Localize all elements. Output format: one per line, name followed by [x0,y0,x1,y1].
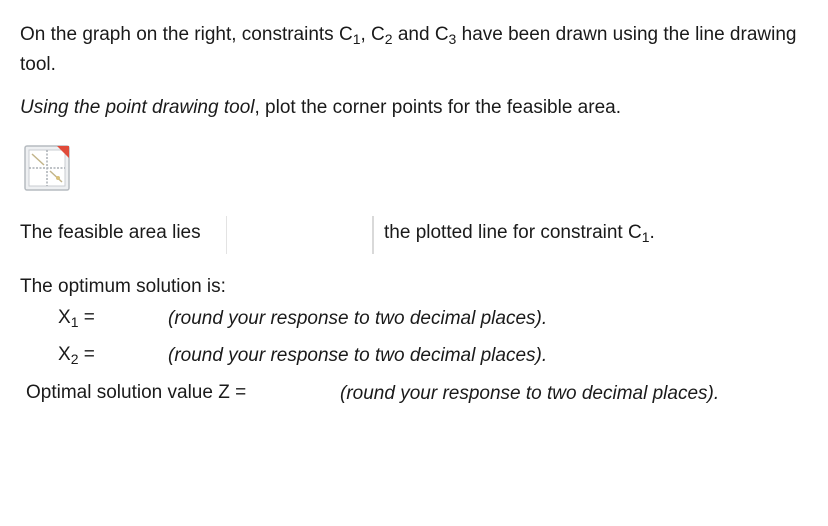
intro-text-1: On the graph on the right, constraints C [20,24,353,45]
intro-text-3: and C [392,24,449,45]
feasible-area-tail [384,222,655,244]
instruction-rest: , plot the corner points for the feasible area. [254,97,621,118]
graph-tool-icon-svg [24,145,70,191]
x1-label [58,307,95,329]
z-label: Optimal solution value Z = [26,382,247,403]
x1-sub: 1 [70,314,79,330]
x2-equals: = [78,344,95,365]
x2-answer-input[interactable] [112,341,170,369]
feasible-tail-text: the plotted line for constraint C [384,222,642,243]
x1-var: X [58,307,71,328]
intro-sub-1: 1 [352,31,361,47]
x2-var: X [58,344,71,365]
question-intro [20,20,810,80]
optimum-heading: The optimum solution is: [20,276,226,297]
intro-text-2: , C [360,24,385,45]
x2-label [58,344,95,366]
intro-sub-3: 3 [448,31,457,47]
x2-rounding-hint: (round your response to two decimal places). [168,345,548,366]
feasible-area-label: The feasible area lies [20,222,201,243]
graph-tool-icon[interactable] [24,145,70,191]
feasible-tail-sub: 1 [641,229,650,245]
x1-rounding-hint: (round your response to two decimal places). [168,308,548,329]
instruction-italic: Using the point drawing tool [20,97,255,118]
feasible-tail-end: . [649,222,655,243]
feasible-area-dropdown[interactable] [226,216,374,254]
intro-text-4: have been drawn using the line drawing tool. [20,24,797,75]
x2-sub: 2 [70,351,79,367]
x1-answer-input[interactable] [112,304,170,332]
z-answer-input[interactable] [276,379,342,407]
x1-equals: = [78,307,95,328]
instruction [20,94,621,122]
z-rounding-hint: (round your response to two decimal places). [340,383,720,404]
intro-sub-2: 2 [384,31,393,47]
